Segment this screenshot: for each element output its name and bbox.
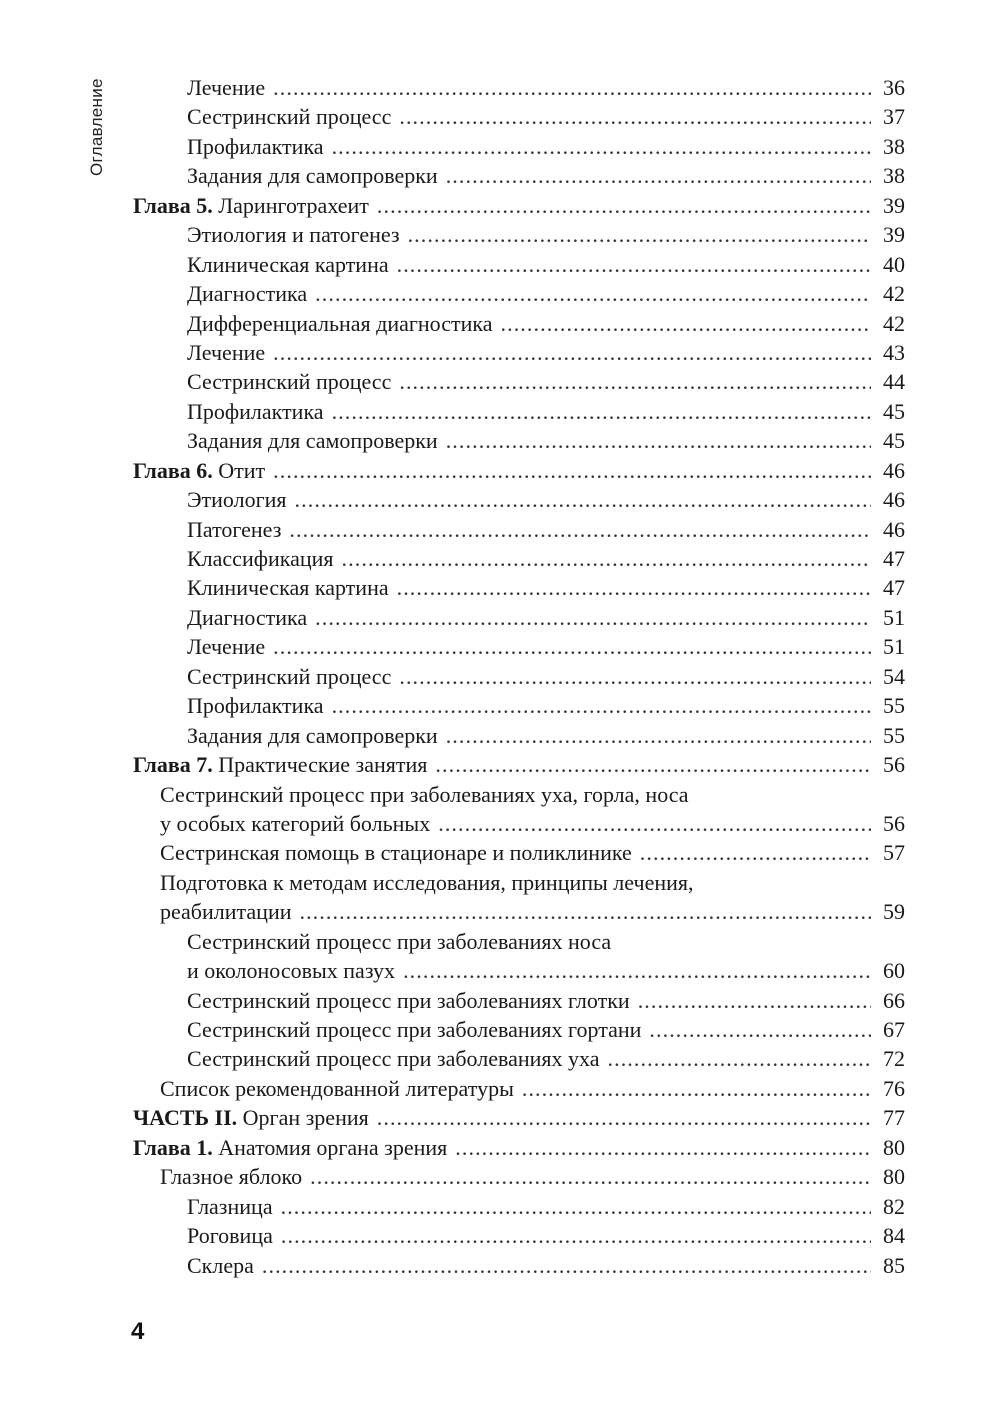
toc-entry-text: Орган зрения: [242, 1105, 369, 1131]
toc-entry-label: [133, 1103, 369, 1132]
toc-entry-label: [187, 515, 281, 544]
toc-entry-prefix: Глава 7.: [133, 752, 213, 778]
toc-entry: [133, 1103, 905, 1132]
dot-leader: [399, 662, 871, 691]
toc-entry-text: Анатомия органа зрения: [218, 1134, 448, 1160]
toc-entry-text: Профилактика: [187, 133, 324, 159]
toc-entry: [133, 338, 905, 367]
dot-leader: [273, 338, 871, 367]
dot-leader: [446, 426, 871, 455]
toc-entry-text: Лечение: [187, 75, 266, 100]
toc-entry-label: [160, 868, 694, 897]
dot-leader: [262, 1251, 871, 1280]
toc-entry-text: у особых категорий больных: [160, 810, 431, 836]
dot-leader: [397, 573, 871, 602]
toc-entry: [133, 309, 905, 338]
toc-entry: [133, 927, 905, 956]
toc-entry: [133, 956, 905, 985]
toc-entry-text: Патогенез: [187, 516, 282, 542]
toc-entry: [133, 367, 905, 396]
toc-entry-text: Сестринский процесс: [187, 104, 392, 130]
toc-entry-text: Профилактика: [187, 398, 324, 424]
toc-entry-text: Практические занятия: [218, 752, 428, 778]
toc-entry-label: [187, 1221, 273, 1250]
toc-entry: [133, 1133, 905, 1162]
dot-leader: [377, 1103, 871, 1132]
toc-entry: [133, 986, 905, 1015]
toc-entry: [133, 897, 905, 926]
toc-entry-page: 60: [883, 958, 905, 984]
toc-entry-label: [187, 1015, 641, 1044]
toc-entry-text: Задания для самопроверки: [187, 163, 438, 189]
toc-entry-text: Глазница: [187, 1193, 273, 1219]
dot-leader: [446, 161, 871, 190]
toc-entry: [133, 1074, 905, 1103]
toc-entry: [133, 1251, 905, 1280]
toc-entry-prefix: Глава 1.: [133, 1134, 213, 1160]
toc-entry: [133, 102, 905, 131]
toc-entry-label: [187, 73, 265, 102]
toc-entry: [133, 838, 905, 867]
toc-entry-label: [160, 1162, 302, 1191]
toc-entry-page: 44: [883, 369, 905, 395]
toc-entry-text: Этиология: [187, 487, 287, 513]
toc-entry-prefix: Глава 6.: [133, 457, 213, 483]
toc-entry-label: [187, 132, 324, 161]
toc-entry-label: [160, 809, 430, 838]
toc-entry: [133, 279, 905, 308]
dot-leader: [289, 515, 871, 544]
toc-entry-page: 46: [883, 516, 905, 542]
toc-entry: [133, 721, 905, 750]
toc-entry-page: 51: [883, 634, 905, 660]
dot-leader: [638, 986, 871, 1015]
dot-leader: [446, 721, 871, 750]
toc-entry-page: 42: [883, 310, 905, 336]
toc-entry-page: 55: [883, 722, 905, 748]
toc-entry-label: [187, 927, 611, 956]
toc-entry-label: [160, 838, 632, 867]
table-of-contents: [133, 73, 905, 1280]
toc-entry-page: 56: [883, 810, 905, 836]
toc-entry: [133, 485, 905, 514]
toc-entry: [133, 397, 905, 426]
toc-entry-text: Профилактика: [187, 693, 324, 719]
toc-entry-page: 55: [883, 693, 905, 719]
toc-entry-text: Сестринский процесс: [187, 369, 392, 395]
toc-entry-page: 45: [883, 428, 905, 454]
toc-entry-label: [160, 1074, 514, 1103]
toc-entry-text: Сестринский процесс при заболеваниях уха: [187, 1046, 600, 1072]
toc-entry-text: Дифференциальная диагностика: [187, 310, 493, 336]
toc-entry: [133, 161, 905, 190]
toc-entry-label: [187, 986, 630, 1015]
toc-entry-text: Список рекомендованной литературы: [160, 1075, 514, 1101]
toc-entry-text: Клиническая картина: [187, 575, 389, 601]
toc-entry-prefix: Глава 5.: [133, 192, 213, 218]
dot-leader: [281, 1221, 871, 1250]
toc-entry: [133, 73, 905, 102]
toc-entry-label: [187, 544, 334, 573]
toc-entry-text: Сестринский процесс при заболеваниях носа: [187, 928, 612, 954]
toc-entry-prefix: ЧАСТЬ II.: [133, 1105, 238, 1131]
dot-leader: [299, 897, 871, 926]
toc-entry-label: [187, 426, 438, 455]
toc-entry-label: [187, 161, 438, 190]
toc-entry-page: 40: [883, 251, 905, 277]
toc-entry-text: Диагностика: [187, 604, 308, 630]
toc-entry-page: 46: [883, 487, 905, 513]
dot-leader: [332, 397, 871, 426]
dot-leader: [273, 73, 871, 102]
dot-leader: [399, 102, 871, 131]
toc-entry-text: Сестринский процесс: [187, 663, 392, 689]
toc-entry-page: 38: [883, 163, 905, 189]
dot-leader: [315, 603, 871, 632]
toc-entry-label: [187, 632, 265, 661]
dot-leader: [640, 838, 871, 867]
toc-entry-text: Классификация: [187, 546, 334, 571]
dot-leader: [273, 632, 871, 661]
toc-entry-label: [187, 721, 438, 750]
toc-entry-text: Диагностика: [187, 281, 308, 307]
toc-entry-label: [187, 250, 389, 279]
toc-entry-page: 47: [883, 546, 905, 571]
toc-entry: [133, 191, 905, 220]
toc-entry-label: [187, 485, 287, 514]
toc-entry-label: [187, 691, 324, 720]
toc-entry-page: 84: [883, 1223, 905, 1249]
toc-entry: [133, 220, 905, 249]
toc-entry: [133, 515, 905, 544]
toc-entry-text: Отит: [218, 457, 266, 483]
toc-entry: [133, 750, 905, 779]
toc-entry-page: 37: [883, 104, 905, 130]
toc-entry-text: Клиническая картина: [187, 251, 389, 277]
toc-entry-page: 54: [883, 663, 905, 689]
dot-leader: [377, 191, 871, 220]
toc-entry-label: [187, 956, 395, 985]
toc-entry: [133, 132, 905, 161]
toc-entry-text: Сестринский процесс при заболеваниях гортани: [187, 1017, 642, 1042]
toc-entry-label: [187, 662, 391, 691]
toc-entry-label: [133, 750, 427, 779]
dot-leader: [273, 456, 871, 485]
toc-entry-page: 43: [883, 339, 905, 365]
toc-entry: [133, 1015, 905, 1044]
dot-leader: [295, 485, 871, 514]
toc-entry-page: 77: [883, 1105, 905, 1131]
toc-entry-text: реабилитации: [160, 899, 292, 925]
toc-entry-label: [187, 338, 265, 367]
toc-entry-text: Этиология и патогенез: [187, 222, 400, 248]
dot-leader: [649, 1015, 871, 1044]
dot-leader: [310, 1162, 871, 1191]
toc-entry-label: [160, 897, 291, 926]
toc-entry-label: [187, 573, 389, 602]
toc-entry-page: 80: [883, 1134, 905, 1160]
toc-entry-page: 72: [883, 1046, 905, 1072]
toc-entry-label: [187, 279, 307, 308]
toc-entry-page: 38: [883, 133, 905, 159]
toc-entry-label: [187, 309, 493, 338]
toc-entry-page: 67: [883, 1017, 905, 1042]
dot-leader: [501, 309, 872, 338]
dot-leader: [455, 1133, 871, 1162]
dot-leader: [315, 279, 871, 308]
toc-entry-text: Ларинготрахеит: [218, 192, 369, 218]
toc-entry: [133, 573, 905, 602]
dot-leader: [403, 956, 871, 985]
dot-leader: [332, 691, 871, 720]
dot-leader: [342, 544, 871, 573]
toc-entry: [133, 1044, 905, 1073]
toc-entry: [133, 691, 905, 720]
toc-entry-label: [160, 780, 689, 809]
toc-entry-label: [133, 456, 265, 485]
toc-entry: [133, 632, 905, 661]
toc-entry: [133, 1221, 905, 1250]
toc-entry-label: [187, 1192, 273, 1221]
toc-entry: [133, 603, 905, 632]
toc-entry-text: Задания для самопроверки: [187, 428, 438, 454]
dot-leader: [332, 132, 871, 161]
toc-entry-label: [187, 367, 391, 396]
dot-leader: [408, 220, 871, 249]
toc-entry-label: [133, 191, 369, 220]
toc-entry-text: Склера: [187, 1252, 254, 1278]
toc-entry-text: Задания для самопроверки: [187, 722, 438, 748]
toc-entry: [133, 426, 905, 455]
toc-entry-page: 36: [883, 75, 905, 100]
dot-leader: [438, 809, 871, 838]
toc-entry-page: 47: [883, 575, 905, 601]
toc-entry-page: 85: [883, 1252, 905, 1278]
toc-entry-label: [187, 397, 324, 426]
toc-entry: [133, 250, 905, 279]
toc-entry-text: Лечение: [187, 339, 266, 365]
toc-entry: [133, 544, 905, 573]
toc-entry-text: Лечение: [187, 634, 266, 660]
toc-entry: [133, 1162, 905, 1191]
page-number: 4: [131, 1318, 145, 1345]
toc-entry-text: и околоносовых пазух: [187, 958, 396, 984]
dot-leader: [399, 367, 871, 396]
toc-entry-label: [187, 603, 307, 632]
toc-entry-page: 59: [883, 899, 905, 925]
toc-entry-text: Роговица: [187, 1223, 273, 1249]
toc-entry-page: 39: [883, 192, 905, 218]
toc-entry-page: 66: [883, 987, 905, 1013]
toc-entry-page: 80: [883, 1164, 905, 1190]
toc-entry-text: Глазное яблоко: [160, 1164, 303, 1190]
toc-entry-page: 57: [883, 840, 905, 866]
dot-leader: [281, 1192, 871, 1221]
toc-entry-label: [187, 1044, 600, 1073]
toc-entry-label: [187, 102, 391, 131]
toc-entry-page: 56: [883, 752, 905, 778]
toc-entry-label: [187, 220, 400, 249]
toc-entry: [133, 1192, 905, 1221]
toc-entry: [133, 662, 905, 691]
toc-entry-page: 39: [883, 222, 905, 248]
toc-entry-page: 76: [883, 1075, 905, 1101]
toc-entry-label: [133, 1133, 447, 1162]
toc-entry: [133, 456, 905, 485]
dot-leader: [397, 250, 871, 279]
toc-entry: [133, 780, 905, 809]
toc-entry-label: [187, 1251, 254, 1280]
toc-entry-page: 42: [883, 281, 905, 307]
toc-entry: [133, 809, 905, 838]
running-header: Оглавление: [87, 78, 106, 176]
toc-entry-text: Сестринская помощь в стационаре и поликлинике: [160, 840, 632, 866]
toc-entry-text: Подготовка к методам исследования, принципы лечения,: [160, 869, 694, 895]
toc-entry-page: 45: [883, 398, 905, 424]
toc-entry-page: 51: [883, 604, 905, 630]
toc-entry-page: 82: [883, 1193, 905, 1219]
dot-leader: [608, 1044, 872, 1073]
toc-entry-text: Сестринский процесс при заболеваниях глотки: [187, 987, 630, 1013]
toc-entry-page: 46: [883, 457, 905, 483]
toc-entry-text: Сестринский процесс при заболеваниях уха, горла, носа: [160, 781, 689, 807]
dot-leader: [435, 750, 871, 779]
toc-entry: [133, 868, 905, 897]
dot-leader: [522, 1074, 871, 1103]
